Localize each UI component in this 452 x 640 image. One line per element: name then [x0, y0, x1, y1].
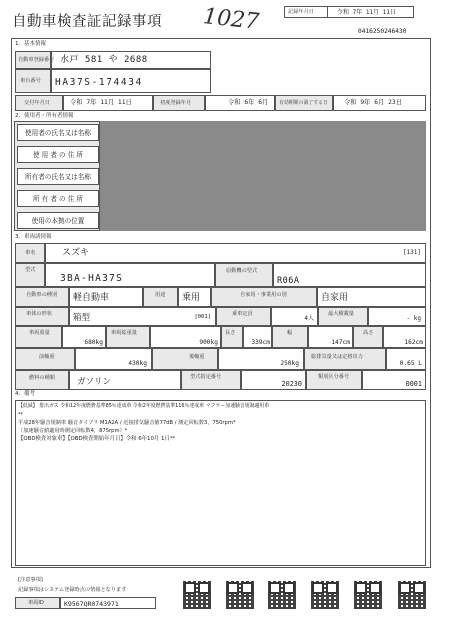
- seating-capacity: 4人: [304, 315, 314, 322]
- registration-number: 水戸 581 や 2688: [60, 55, 148, 65]
- vehicle-length: 339cm: [251, 339, 270, 346]
- model-label-cell: 型式: [15, 263, 45, 287]
- issue-label-cell: 交付年月日: [15, 95, 63, 111]
- front-axle-weight: 430kg: [128, 360, 147, 367]
- user-name-label: 使用者の氏名又は名称: [17, 124, 99, 141]
- reg-value-cell: [51, 51, 211, 69]
- issue-date-box: [284, 6, 414, 18]
- private-label-cell: 自家用・事業用の別: [211, 287, 317, 307]
- chassis-number: HA37S-174434: [55, 77, 143, 88]
- qr-code-3: [268, 581, 296, 609]
- vehicle-width: 147cm: [331, 339, 350, 346]
- engine-label-cell: 原動機の型式: [215, 263, 273, 287]
- expiry-date: 令和 9年 6月 23日: [344, 99, 403, 106]
- footer-notice-label: [注意事項]: [18, 577, 43, 583]
- document-title: 自動車検査証記録事項: [12, 14, 162, 30]
- expiry-label-cell: 有効期間の満了する日: [275, 95, 333, 111]
- displacement-value-cell: [386, 348, 426, 370]
- width-value-cell: [308, 326, 353, 348]
- private-use: 自家用: [321, 293, 349, 303]
- fuel-value-cell: [69, 370, 181, 390]
- engine-value-cell: [273, 263, 426, 287]
- fuel-label-cell: 燃料の種類: [15, 370, 69, 390]
- rear-axle-value-cell: [218, 348, 304, 370]
- issue-value-cell: [63, 95, 153, 111]
- maker-label-cell: 車名: [15, 243, 45, 263]
- qr-code-5: [354, 581, 382, 609]
- length-label-cell: 長さ: [221, 326, 243, 348]
- remarks-line-3: 平成28年騒音規制車 騒音タイプリ M1A2A / 近接排気騒音値77dB / 測定回転数3，750rpm*: [18, 420, 236, 426]
- vehicle-kind: 軽自動車: [73, 293, 110, 303]
- qr-code-6: [398, 581, 426, 609]
- body-label-cell: 車体の形状: [15, 307, 69, 326]
- gross-label-cell: 車両総重量: [106, 326, 150, 348]
- owner-name-label: 所有者の氏名又は名称: [17, 168, 99, 185]
- first-registration: 令和 6年 6月: [228, 99, 269, 106]
- remarks-line-5: 【OBD検査対象車】【OBD検査開始年月日】令和 6年10月 1日**: [18, 436, 176, 442]
- width-label-cell: 幅: [272, 326, 308, 348]
- issue-date-value: 令和 7年 11月 11日: [337, 8, 396, 16]
- chassis-label-cell: 車台番号: [15, 69, 51, 93]
- reg-label-cell: 自動車登録番号: [15, 51, 51, 69]
- front-axle-value-cell: [75, 348, 152, 370]
- first-reg-value-cell: [205, 95, 275, 111]
- user-address-label: 使 用 者 の 住 所: [17, 146, 99, 163]
- maxload-label-cell: 最大積載量: [318, 307, 368, 326]
- category-value-cell: [362, 370, 426, 390]
- base-location-label: 使用の本拠の位置: [17, 212, 99, 229]
- weight-value-cell: [62, 326, 106, 348]
- weight-label-cell: 車両重量: [15, 326, 62, 348]
- maker-value-cell: [45, 243, 426, 263]
- vehicle-height: 162cm: [404, 339, 423, 346]
- gross-value-cell: [150, 326, 221, 348]
- section-vehicle-title: 3．車両諸情報: [15, 234, 52, 240]
- section-owner-title: 2．使用者・所有者情報: [15, 113, 74, 119]
- body-value-cell: [69, 307, 216, 326]
- fuel-type: ガソリン: [77, 377, 112, 387]
- gross-weight: 900kg: [199, 339, 218, 346]
- type-no-label-cell: 型式指定番号: [181, 370, 241, 390]
- body-code: [001]: [194, 314, 211, 320]
- capacity-value-cell: [271, 307, 318, 326]
- length-value-cell: [243, 326, 272, 348]
- displacement: 0.65 L: [399, 360, 422, 367]
- height-value-cell: [383, 326, 426, 348]
- vehicle-id-value-cell: [60, 597, 156, 609]
- vehicle-use: 乗用: [182, 293, 201, 303]
- rear-axle-label-cell: 後軸重: [152, 348, 218, 370]
- qr-code-4: [311, 581, 339, 609]
- body-shape: 箱型: [73, 313, 91, 323]
- first-reg-label-cell: 初度登録年月: [153, 95, 205, 111]
- type-no-value-cell: [241, 370, 306, 390]
- use-value-cell: [178, 287, 211, 307]
- issue-date-label: 記録年月日: [288, 9, 314, 15]
- issue-date: 令和 7年 11月 11日: [70, 99, 132, 106]
- maxload-value-cell: [368, 307, 426, 326]
- remarks-line-1: 【低減】 排出ガス 令和12年度燃費基準85％達成車 令和2年度燃費基準116％達成車 マフラー加速騒音規制適用車: [18, 403, 270, 409]
- model-code: 3BA-HA37S: [60, 273, 124, 284]
- remarks-line-4: （加速騒音値適用時測定回転数4，875rpm）*: [18, 428, 128, 434]
- vehicle-id: K9567QR0743971: [64, 599, 119, 608]
- expiry-value-cell: [333, 95, 426, 111]
- max-load: - kg: [406, 315, 421, 322]
- displacement-label-cell: 総排気量又は定格出力: [304, 348, 386, 370]
- owner-address-label: 所 有 者 の 住 所: [17, 190, 99, 207]
- remarks-line-2: **: [18, 412, 23, 418]
- redacted-owner-info: [100, 121, 426, 231]
- engine-model: R06A: [277, 276, 300, 286]
- model-value-cell: [45, 263, 215, 287]
- chassis-value-cell: [51, 69, 211, 93]
- private-value-cell: [317, 287, 426, 307]
- maker-name: スズキ: [62, 248, 90, 258]
- category-number: 0001: [405, 380, 422, 388]
- handwritten-number: 1027: [201, 4, 261, 35]
- rear-axle-weight: 250kg: [280, 360, 299, 367]
- qr-code-1: [183, 581, 211, 609]
- front-axle-label-cell: 前軸重: [15, 348, 75, 370]
- category-label-cell: 類別区分番号: [306, 370, 362, 390]
- vehicle-id-label-cell: 車両ID: [15, 597, 60, 609]
- vehicle-weight: 680kg: [84, 339, 103, 346]
- kind-label-cell: 自動車の種別: [15, 287, 69, 307]
- footer-notice: 記録事項はシステム登録時点の情報となります: [18, 587, 127, 593]
- qr-code-2: [226, 581, 254, 609]
- type-number: 20230: [281, 380, 302, 388]
- section-basic-title: 1．基本情報: [15, 41, 46, 47]
- maker-code: [131]: [402, 249, 421, 256]
- height-label-cell: 高さ: [353, 326, 383, 348]
- section-remarks-title: 4．備考: [15, 391, 35, 397]
- document-number: 0416250246430: [358, 28, 407, 35]
- capacity-label-cell: 乗車定員: [216, 307, 271, 326]
- use-label-cell: 用途: [143, 287, 178, 307]
- kind-value-cell: [69, 287, 143, 307]
